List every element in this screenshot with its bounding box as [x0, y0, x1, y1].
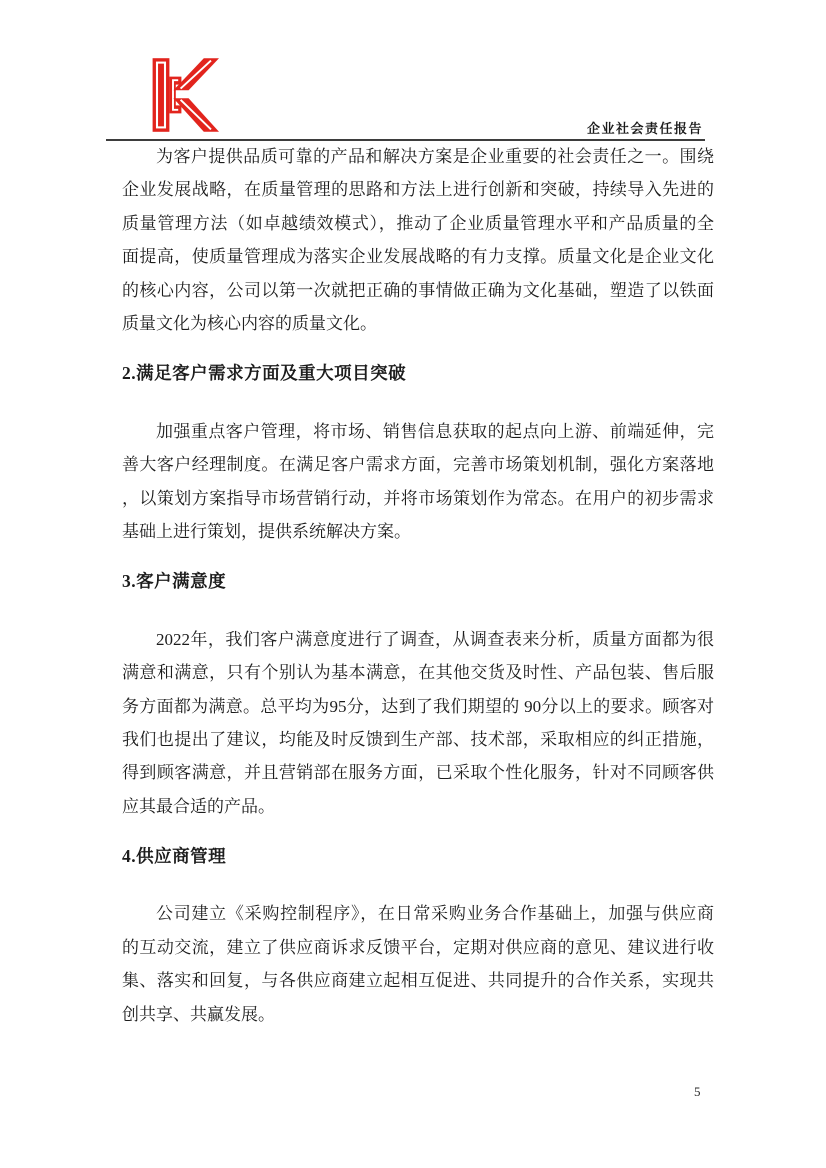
text-line: 得到顾客满意，并且营销部在服务方面，已采取个性化服务，针对不同顾客供 [122, 763, 714, 783]
section-heading: 2.满足客户需求方面及重大项目突破 [122, 363, 407, 384]
text-line: 质量文化为核心内容的质量文化。 [122, 313, 377, 333]
text-line: 的核心内容，公司以第一次就把正确的事情做正确为文化基础，塑造了以铁面 [122, 280, 714, 300]
text-line: 我们也提出了建议，均能及时反馈到生产部、技术部，采取相应的纠正措施， [122, 729, 714, 749]
text-line: 质量管理方法（如卓越绩效模式），推动了企业质量管理水平和产品质量的全 [122, 213, 714, 233]
text-line: 满意和满意，只有个别认为基本满意，在其他交货及时性、产品包装、售后服 [122, 663, 714, 683]
text-line: 基础上进行策划，提供系统解决方案。 [122, 521, 411, 541]
paragraph [122, 623, 714, 823]
paragraph [122, 897, 714, 1031]
page-number: 5 [694, 1084, 701, 1099]
text-line: 2022年，我们客户满意度进行了调查，从调查表来分析，质量方面都为很 [156, 629, 714, 649]
paragraph [122, 415, 714, 549]
text-line: 务方面都为满意。总平均为95分，达到了我们期望的 90分以上的要求。顾客对 [122, 696, 714, 716]
text-line: 善大客户经理制度。在满足客户需求方面，完善市场策划机制，强化方案落地 [122, 455, 714, 475]
company-logo-k-icon [143, 56, 223, 134]
text-line: 为客户提供品质可靠的产品和解决方案是企业重要的社会责任之一。围绕 [156, 147, 714, 166]
text-line: 应其最合适的产品。 [122, 796, 275, 816]
paragraph [122, 140, 714, 340]
text-line: ，以策划方案指导市场营销行动，并将市场策划作为常态。在用户的初步需求 [122, 488, 714, 508]
text-line: 创共享、共赢发展。 [122, 1004, 275, 1024]
text-line: 的互动交流，建立了供应商诉求反馈平台，定期对供应商的意见、建议进行收 [122, 937, 714, 957]
document-body [122, 140, 714, 1031]
text-line: 公司建立《采购控制程序》，在日常采购业务合作基础上，加强与供应商 [156, 904, 714, 924]
header-report-title: 企业社会责任报告 [586, 121, 703, 136]
text-line: 集、落实和回复，与各供应商建立起相互促进、共同提升的合作关系，实现共 [122, 971, 714, 991]
section-heading: 3.客户满意度 [122, 571, 227, 592]
text-line: 加强重点客户管理，将市场、销售信息获取的起点向上游、前端延伸，完 [156, 421, 714, 441]
section-heading: 4.供应商管理 [122, 846, 227, 867]
text-line: 面提高，使质量管理成为落实企业发展战略的有力支撑。质量文化是企业文化 [122, 247, 714, 267]
text-line: 企业发展战略，在质量管理的思路和方法上进行创新和突破，持续导入先进的 [122, 180, 714, 200]
